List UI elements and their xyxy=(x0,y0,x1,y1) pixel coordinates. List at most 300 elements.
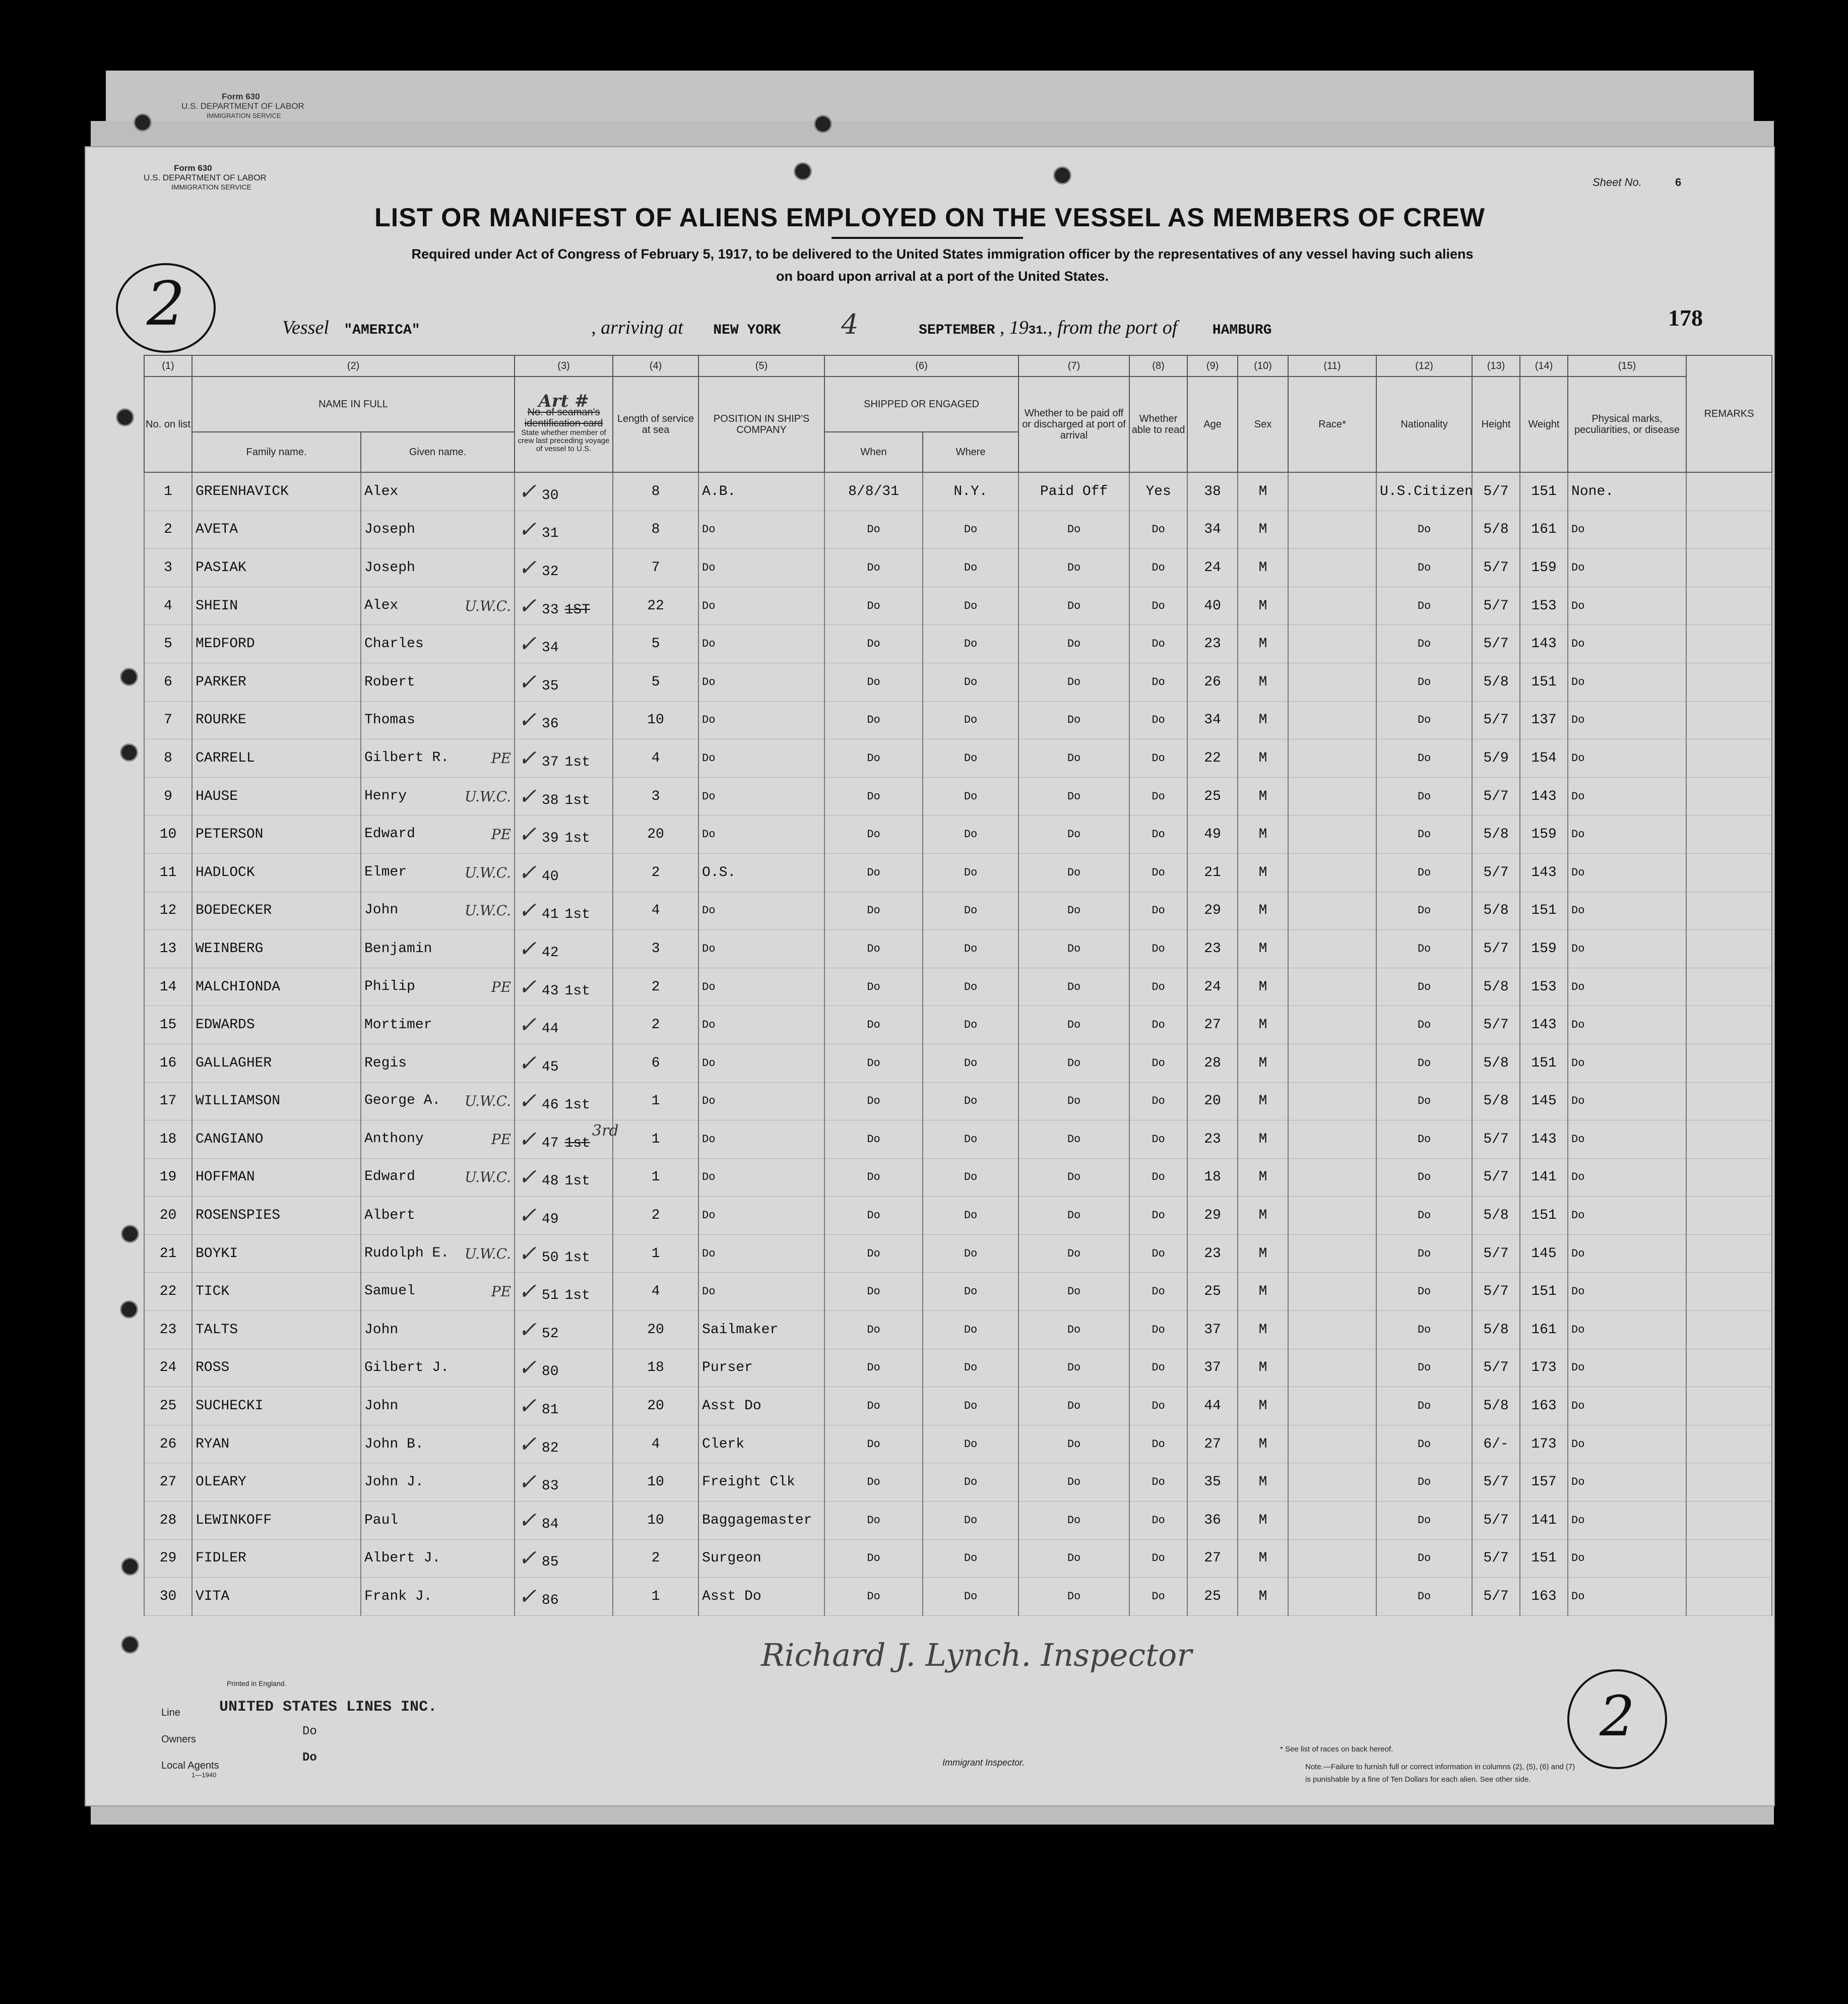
cell-weight: 153 xyxy=(1520,587,1568,625)
cell-position: Do xyxy=(698,816,824,854)
cell-physical: Do xyxy=(1568,1044,1686,1082)
cell-physical: Do xyxy=(1568,1158,1686,1197)
cell-height: 5/7 xyxy=(1472,1578,1520,1616)
cell-card xyxy=(515,1463,613,1501)
cell-race xyxy=(1288,930,1376,968)
table-row xyxy=(144,1006,1772,1044)
cell-race xyxy=(1288,1006,1376,1044)
cell-given xyxy=(361,511,515,549)
cell-sex: M xyxy=(1238,892,1288,930)
cell-nationality: Do xyxy=(1376,587,1472,625)
cell-family: HAUSE xyxy=(192,777,361,816)
cell-position: Purser xyxy=(698,1349,824,1387)
cell-position: Do xyxy=(698,1197,824,1235)
cell-position: Freight Clk xyxy=(698,1463,824,1501)
cell-no: 7 xyxy=(144,701,192,739)
cell-where: Do xyxy=(923,1425,1018,1463)
cell-weight: 151 xyxy=(1520,1197,1568,1235)
cell-when: Do xyxy=(824,1082,923,1120)
card-number: 86 xyxy=(541,1593,559,1609)
cell-nationality: Do xyxy=(1376,1120,1472,1159)
cell-where: Do xyxy=(923,511,1018,549)
cell-read: Do xyxy=(1129,1082,1187,1120)
col-art-no: Art # xyxy=(538,391,589,411)
cell-remarks xyxy=(1686,625,1772,663)
cell-card xyxy=(515,1234,613,1273)
table-row xyxy=(144,1311,1772,1349)
cell-read: Do xyxy=(1129,1273,1187,1311)
cell-read: Do xyxy=(1129,1197,1187,1235)
col-nationality: Nationality xyxy=(1376,377,1472,472)
form-header xyxy=(144,163,267,192)
card-number: 40 xyxy=(541,868,559,885)
cell-card xyxy=(515,663,613,701)
cell-given xyxy=(361,1387,515,1425)
cell-service: 1 xyxy=(613,1082,698,1120)
cell-card xyxy=(515,1501,613,1540)
cell-where: Do xyxy=(923,930,1018,968)
binder-hole-top xyxy=(1053,166,1071,184)
form-number: Form 630 xyxy=(174,163,212,173)
col-num-2: (2) xyxy=(192,355,515,377)
cell-family: BOYKI xyxy=(192,1234,361,1273)
col-num-5: (5) xyxy=(698,355,824,377)
cell-when: Do xyxy=(824,1311,923,1349)
cell-race xyxy=(1288,816,1376,854)
table-row xyxy=(144,1425,1772,1463)
cell-where: Do xyxy=(923,663,1018,701)
cell-no: 18 xyxy=(144,1120,192,1159)
sheet-number xyxy=(1592,177,1681,187)
cell-physical: Do xyxy=(1568,1120,1686,1159)
cell-physical: Do xyxy=(1568,1273,1686,1311)
check-mark-icon: ✓ xyxy=(518,1317,537,1343)
table-row xyxy=(144,625,1772,663)
cell-read: Do xyxy=(1129,1044,1187,1082)
cell-nationality: Do xyxy=(1376,1311,1472,1349)
cell-remarks xyxy=(1686,1578,1772,1616)
cell-weight: 154 xyxy=(1520,739,1568,778)
cell-family: SHEIN xyxy=(192,587,361,625)
handwritten-note: PE xyxy=(491,978,512,995)
cell-where: Do xyxy=(923,853,1018,892)
cell-nationality: Do xyxy=(1376,1273,1472,1311)
trip-count: 1st xyxy=(564,1135,590,1151)
cell-family: MALCHIONDA xyxy=(192,968,361,1006)
cell-age: 27 xyxy=(1187,1006,1238,1044)
cell-height: 5/7 xyxy=(1472,1501,1520,1540)
col-num-14: (14) xyxy=(1520,355,1568,377)
cell-nationality: Do xyxy=(1376,1006,1472,1044)
cell-paid: Do xyxy=(1018,701,1129,739)
sheet-label: Sheet No. xyxy=(1592,176,1642,189)
check-mark-icon: ✓ xyxy=(518,1012,537,1038)
cell-no: 21 xyxy=(144,1234,192,1273)
cell-read: Do xyxy=(1129,663,1187,701)
cell-family: TICK xyxy=(192,1273,361,1311)
cell-where: Do xyxy=(923,1387,1018,1425)
cell-paid: Do xyxy=(1018,930,1129,968)
cell-height: 5/7 xyxy=(1472,1158,1520,1197)
cell-nationality: Do xyxy=(1376,1501,1472,1540)
card-number: 44 xyxy=(541,1021,559,1037)
cell-where: Do xyxy=(923,1082,1018,1120)
cell-given xyxy=(361,1425,515,1463)
cell-weight: 141 xyxy=(1520,1501,1568,1540)
cell-card xyxy=(515,1120,619,1159)
cell-height: 5/8 xyxy=(1472,1082,1520,1120)
cell-where: Do xyxy=(923,1539,1018,1578)
cell-no: 22 xyxy=(144,1273,192,1311)
cell-remarks xyxy=(1686,1234,1772,1273)
cell-card xyxy=(515,930,613,968)
table-row xyxy=(144,1120,1772,1159)
cell-weight: 161 xyxy=(1520,1311,1568,1349)
cell-card xyxy=(515,511,613,549)
cell-read: Do xyxy=(1129,1158,1187,1197)
cell-given xyxy=(361,625,515,663)
cell-height: 5/7 xyxy=(1472,472,1520,511)
cell-card xyxy=(515,549,613,587)
cell-position: Do xyxy=(698,1006,824,1044)
cell-service: 2 xyxy=(613,1006,698,1044)
cell-remarks xyxy=(1686,1539,1772,1578)
cell-race xyxy=(1288,663,1376,701)
cell-where: Do xyxy=(923,1006,1018,1044)
cell-remarks xyxy=(1686,472,1772,511)
cell-race xyxy=(1288,701,1376,739)
binder-hole xyxy=(120,743,138,762)
cell-family: TALTS xyxy=(192,1311,361,1349)
page-number: 178 xyxy=(1668,305,1703,331)
cell-sex: M xyxy=(1238,1578,1288,1616)
card-number: 48 xyxy=(541,1173,559,1189)
cell-family: LEWINKOFF xyxy=(192,1501,361,1540)
cell-sex: M xyxy=(1238,1425,1288,1463)
cell-remarks xyxy=(1686,1311,1772,1349)
card-number: 35 xyxy=(541,678,559,694)
card-number: 39 xyxy=(541,831,559,847)
table-row xyxy=(144,968,1772,1006)
cell-physical: Do xyxy=(1568,1425,1686,1463)
cell-nationality: Do xyxy=(1376,663,1472,701)
footer-owners-label: Owners xyxy=(161,1734,196,1745)
card-number: 43 xyxy=(541,983,559,999)
check-mark-icon: ✓ xyxy=(518,1126,537,1152)
handwritten-note: PE xyxy=(491,1131,512,1148)
binder-hole xyxy=(120,1300,138,1319)
cell-when: Do xyxy=(824,549,923,587)
handwritten-note: U.W.C. xyxy=(464,788,512,805)
check-mark-icon: ✓ xyxy=(518,935,537,962)
check-mark-icon: ✓ xyxy=(518,669,537,695)
table-row xyxy=(144,816,1772,854)
col-where: Where xyxy=(923,432,1018,472)
cell-paid: Do xyxy=(1018,1006,1129,1044)
cell-paid: Do xyxy=(1018,1501,1129,1540)
cell-position: Do xyxy=(698,1273,824,1311)
cell-nationality: Do xyxy=(1376,892,1472,930)
cell-paid: Do xyxy=(1018,968,1129,1006)
check-mark-icon: ✓ xyxy=(518,783,537,809)
cell-height: 5/7 xyxy=(1472,853,1520,892)
cell-where: Do xyxy=(923,816,1018,854)
from-port: HAMBURG xyxy=(1212,323,1272,338)
trip-correction: 3rd xyxy=(592,1121,619,1140)
cell-card xyxy=(515,892,613,930)
cell-physical: Do xyxy=(1568,1234,1686,1273)
cell-height: 5/7 xyxy=(1472,777,1520,816)
trip-count: 1st xyxy=(564,792,590,808)
cell-sex: M xyxy=(1238,511,1288,549)
card-number: 52 xyxy=(541,1326,559,1342)
given-name: John xyxy=(364,902,399,918)
footer-note-line-2: is punishable by a fine of Ten Dollars for each alien. See other side. xyxy=(1305,1775,1531,1784)
cell-service: 5 xyxy=(613,663,698,701)
service: IMMIGRATION SERVICE xyxy=(171,183,251,191)
cell-where: Do xyxy=(923,1501,1018,1540)
cell-family: WEINBERG xyxy=(192,930,361,968)
col-num-3: (3) xyxy=(515,355,613,377)
cell-race xyxy=(1288,1158,1376,1197)
cell-read: Do xyxy=(1129,816,1187,854)
cell-given xyxy=(361,1082,515,1120)
cell-position: Baggagemaster xyxy=(698,1501,824,1540)
trip-count: 1st xyxy=(564,1288,590,1304)
given-name: Samuel xyxy=(364,1283,415,1299)
cell-paid: Do xyxy=(1018,1311,1129,1349)
cell-physical: Do xyxy=(1568,1197,1686,1235)
cell-height: 5/8 xyxy=(1472,1311,1520,1349)
cell-weight: 143 xyxy=(1520,1120,1568,1159)
handwritten-note: U.W.C. xyxy=(464,597,512,614)
cell-race xyxy=(1288,1311,1376,1349)
cell-given xyxy=(361,1197,515,1235)
cell-family: PETERSON xyxy=(192,816,361,854)
cell-when: Do xyxy=(824,1120,923,1159)
cell-no: 3 xyxy=(144,549,192,587)
cell-given xyxy=(361,1463,515,1501)
check-mark-icon: ✓ xyxy=(518,593,537,619)
cell-weight: 173 xyxy=(1520,1425,1568,1463)
cell-family: PASIAK xyxy=(192,549,361,587)
cell-position: Do xyxy=(698,739,824,778)
table-row xyxy=(144,701,1772,739)
given-name: Robert xyxy=(364,674,415,690)
col-position: POSITION IN SHIP'S COMPANY xyxy=(698,377,824,472)
cell-card xyxy=(515,1349,613,1387)
cell-height: 5/8 xyxy=(1472,1044,1520,1082)
given-name: Joseph xyxy=(364,559,415,576)
arrival-port: NEW YORK xyxy=(713,323,781,338)
cell-service: 5 xyxy=(613,625,698,663)
cell-position: Clerk xyxy=(698,1425,824,1463)
cell-remarks xyxy=(1686,701,1772,739)
cell-paid: Do xyxy=(1018,1158,1129,1197)
cell-nationality: Do xyxy=(1376,739,1472,778)
cell-race xyxy=(1288,587,1376,625)
cell-paid: Do xyxy=(1018,1273,1129,1311)
cell-weight: 151 xyxy=(1520,1273,1568,1311)
cell-no: 27 xyxy=(144,1463,192,1501)
cell-age: 36 xyxy=(1187,1501,1238,1540)
subtitle-line-1: Required under Act of Congress of February 5, 1917, to be delivered to the United States immigration officer by the representatives of any vessel having such aliens xyxy=(411,246,1474,262)
cell-age: 23 xyxy=(1187,1234,1238,1273)
cell-race xyxy=(1288,1501,1376,1540)
cell-position: Do xyxy=(698,701,824,739)
cell-physical: Do xyxy=(1568,625,1686,663)
cell-given xyxy=(361,1120,515,1159)
cell-age: 25 xyxy=(1187,1578,1238,1616)
cell-service: 20 xyxy=(613,1387,698,1425)
footer-line-value: UNITED STATES LINES INC. xyxy=(219,1699,437,1716)
cell-paid: Paid Off xyxy=(1018,472,1129,511)
cell-given xyxy=(361,663,515,701)
footer-line-label: Line xyxy=(161,1707,180,1718)
cell-nationality: Do xyxy=(1376,549,1472,587)
cell-position: Do xyxy=(698,1044,824,1082)
given-name: Elmer xyxy=(364,864,407,880)
cell-age: 38 xyxy=(1187,472,1238,511)
cell-read: Do xyxy=(1129,1539,1187,1578)
cell-paid: Do xyxy=(1018,663,1129,701)
cell-age: 23 xyxy=(1187,930,1238,968)
cell-nationality: Do xyxy=(1376,1539,1472,1578)
cell-card xyxy=(515,1273,613,1311)
cell-race xyxy=(1288,1463,1376,1501)
cell-read: Do xyxy=(1129,625,1187,663)
cell-read: Do xyxy=(1129,1120,1187,1159)
cell-height: 5/7 xyxy=(1472,625,1520,663)
cell-card xyxy=(515,853,613,892)
cell-where: Do xyxy=(923,1463,1018,1501)
cell-card xyxy=(515,1425,613,1463)
cell-no: 8 xyxy=(144,739,192,778)
cell-age: 27 xyxy=(1187,1425,1238,1463)
cell-family: EDWARDS xyxy=(192,1006,361,1044)
cell-card xyxy=(515,739,613,778)
cell-read: Do xyxy=(1129,1501,1187,1540)
cell-where: Do xyxy=(923,968,1018,1006)
cell-service: 4 xyxy=(613,892,698,930)
cell-family: OLEARY xyxy=(192,1463,361,1501)
cell-physical: Do xyxy=(1568,587,1686,625)
col-seaman-card xyxy=(515,377,613,472)
cell-nationality: Do xyxy=(1376,1463,1472,1501)
cell-physical: Do xyxy=(1568,511,1686,549)
cell-age: 49 xyxy=(1187,816,1238,854)
cell-given xyxy=(361,1234,515,1273)
cell-no: 28 xyxy=(144,1501,192,1540)
cell-read: Do xyxy=(1129,739,1187,778)
cell-physical: Do xyxy=(1568,701,1686,739)
cell-race xyxy=(1288,472,1376,511)
cell-position: Do xyxy=(698,663,824,701)
cell-nationality: Do xyxy=(1376,511,1472,549)
table-row xyxy=(144,892,1772,930)
col-num-12: (12) xyxy=(1376,355,1472,377)
cell-sex: M xyxy=(1238,701,1288,739)
cell-age: 24 xyxy=(1187,549,1238,587)
cell-service: 1 xyxy=(613,1234,698,1273)
cell-when: Do xyxy=(824,1539,923,1578)
cell-sex: M xyxy=(1238,587,1288,625)
cell-sex: M xyxy=(1238,739,1288,778)
table-row xyxy=(144,587,1772,625)
cell-service: 4 xyxy=(613,1425,698,1463)
cell-service: 7 xyxy=(613,549,698,587)
col-state-whether: State whether member of crew last preceding voyage of vessel to U.S. xyxy=(518,428,610,453)
cell-race xyxy=(1288,777,1376,816)
cell-when: Do xyxy=(824,739,923,778)
cell-height: 5/9 xyxy=(1472,739,1520,778)
cell-no: 29 xyxy=(144,1539,192,1578)
cell-given xyxy=(361,968,515,1006)
cell-no: 20 xyxy=(144,1197,192,1235)
cell-remarks xyxy=(1686,549,1772,587)
check-mark-icon: ✓ xyxy=(518,1240,537,1267)
cell-where: N.Y. xyxy=(923,472,1018,511)
cell-when: Do xyxy=(824,1501,923,1540)
cell-nationality: Do xyxy=(1376,1425,1472,1463)
cell-position: Asst Do xyxy=(698,1578,824,1616)
cell-nationality: Do xyxy=(1376,777,1472,816)
cell-age: 34 xyxy=(1187,511,1238,549)
cell-read: Do xyxy=(1129,1006,1187,1044)
cell-when: Do xyxy=(824,1006,923,1044)
given-name: Charles xyxy=(364,636,424,652)
cell-card xyxy=(515,1387,613,1425)
cell-family: CARRELL xyxy=(192,739,361,778)
cell-physical: Do xyxy=(1568,930,1686,968)
col-num-4: (4) xyxy=(613,355,698,377)
col-physical: Physical marks, peculiarities, or disease xyxy=(1568,377,1686,472)
trip-count: 1st xyxy=(564,831,590,847)
cell-weight: 143 xyxy=(1520,853,1568,892)
cell-age: 29 xyxy=(1187,1197,1238,1235)
cell-age: 23 xyxy=(1187,625,1238,663)
handwritten-note: PE xyxy=(491,749,512,767)
cell-physical: Do xyxy=(1568,1006,1686,1044)
cell-weight: 151 xyxy=(1520,663,1568,701)
check-mark-icon: ✓ xyxy=(518,1050,537,1076)
cell-age: 23 xyxy=(1187,1120,1238,1159)
check-mark-icon: ✓ xyxy=(518,631,537,657)
cell-age: 25 xyxy=(1187,1273,1238,1311)
table-row xyxy=(144,853,1772,892)
cell-remarks xyxy=(1686,1120,1772,1159)
cell-remarks xyxy=(1686,1463,1772,1501)
cell-when: Do xyxy=(824,930,923,968)
binder-hole xyxy=(120,668,138,686)
trip-count: 1ST xyxy=(564,602,590,618)
cell-race xyxy=(1288,739,1376,778)
page-title: LIST OR MANIFEST OF ALIENS EMPLOYED ON THE VESSEL AS MEMBERS OF CREW xyxy=(374,203,1485,232)
table-row xyxy=(144,777,1772,816)
arriving-label: , arriving at xyxy=(591,317,683,338)
cell-physical: None. xyxy=(1568,472,1686,511)
cell-given xyxy=(361,1349,515,1387)
cell-paid: Do xyxy=(1018,1387,1129,1425)
cell-card xyxy=(515,1197,613,1235)
inspector-signature: Richard J. Lynch. Inspector xyxy=(761,1637,1192,1673)
cell-race xyxy=(1288,1234,1376,1273)
cell-remarks xyxy=(1686,1425,1772,1463)
check-mark-icon: ✓ xyxy=(518,707,537,733)
col-card-label: No. of seaman's identification card xyxy=(524,407,603,429)
given-name: Alex xyxy=(364,483,399,499)
check-mark-icon: ✓ xyxy=(518,1393,537,1419)
